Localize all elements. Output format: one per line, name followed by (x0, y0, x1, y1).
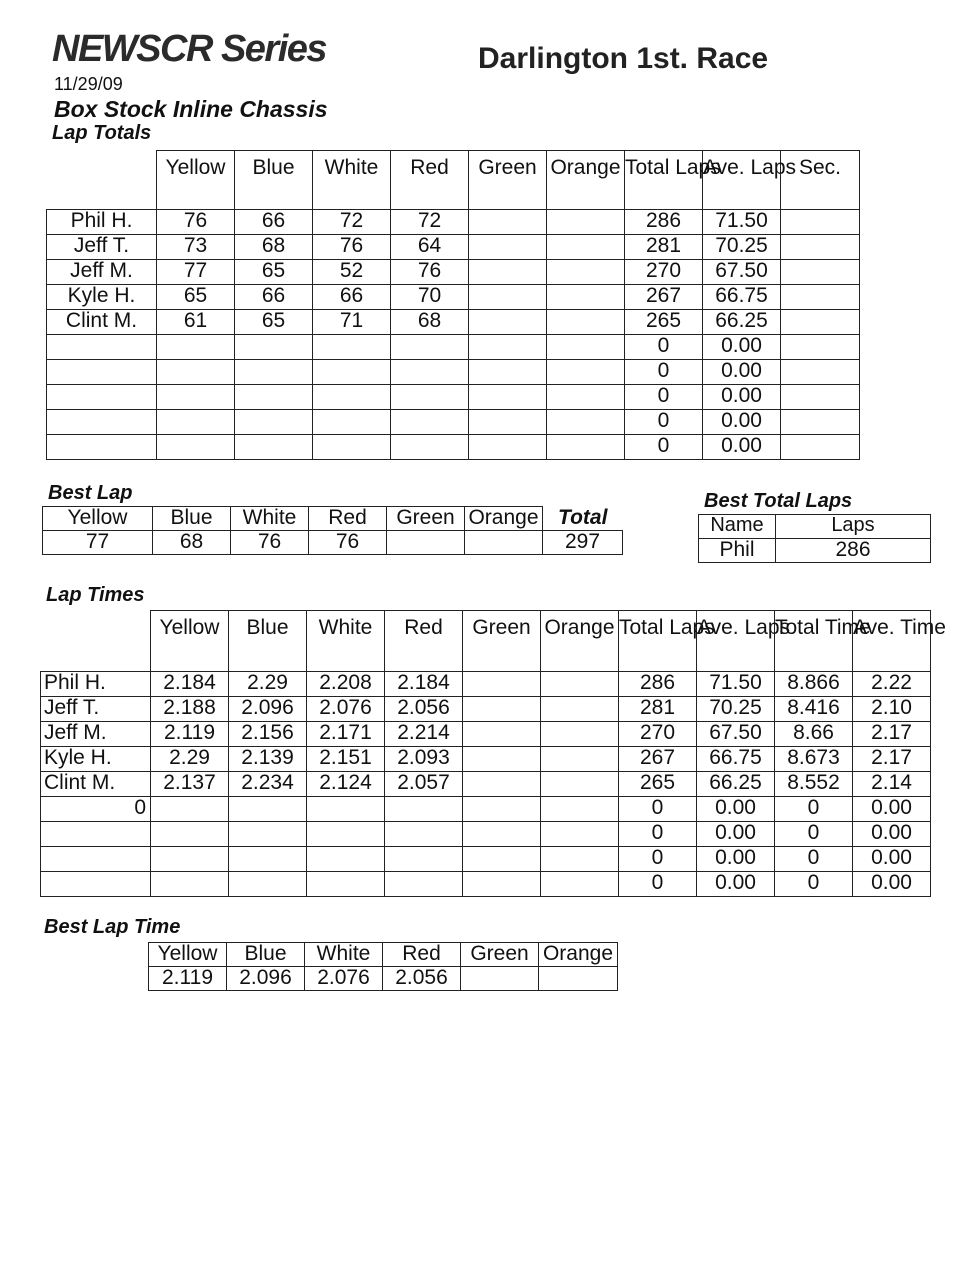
data-cell: 2.184 (385, 672, 463, 697)
header-row (43, 507, 623, 531)
data-cell (157, 360, 235, 385)
data-cell: 65 (157, 285, 235, 310)
data-cell: 2.096 (227, 967, 305, 991)
data-cell (461, 967, 539, 991)
data-cell: 2.184 (151, 672, 229, 697)
data-cell (463, 672, 541, 697)
total-value: 297 (543, 531, 623, 555)
data-cell (463, 772, 541, 797)
table-row (47, 335, 860, 360)
data-cell: 70 (391, 285, 469, 310)
data-cell: 72 (391, 210, 469, 235)
best-lap-time-table (148, 942, 618, 991)
data-cell (547, 310, 625, 335)
data-cell (547, 385, 625, 410)
table-row (41, 847, 931, 872)
column-header: Green (461, 943, 539, 967)
data-cell (469, 435, 547, 460)
column-header: Yellow (149, 943, 227, 967)
column-header: White (231, 507, 309, 531)
data-cell (547, 260, 625, 285)
data-cell: 0 (775, 797, 853, 822)
column-header: White (313, 151, 391, 210)
data-cell: 2.208 (307, 672, 385, 697)
data-cell (463, 747, 541, 772)
data-cell: 2.29 (151, 747, 229, 772)
data-cell (541, 722, 619, 747)
data-cell (781, 435, 860, 460)
data-cell: 68 (235, 235, 313, 260)
data-cell (463, 797, 541, 822)
column-header: Laps (776, 515, 931, 539)
data-cell (541, 797, 619, 822)
header-row (47, 151, 860, 210)
data-cell (307, 872, 385, 897)
data-cell: 2.151 (307, 747, 385, 772)
column-header: Red (309, 507, 387, 531)
race-date: 11/29/09 (54, 74, 123, 94)
data-cell: 0 (625, 385, 703, 410)
data-cell: 0.00 (697, 822, 775, 847)
column-header: Ave. Time (853, 611, 931, 672)
data-cell: 72 (313, 210, 391, 235)
header-row (149, 943, 618, 967)
data-cell: 281 (619, 697, 697, 722)
table-row (47, 435, 860, 460)
data-cell: 0.00 (703, 335, 781, 360)
data-cell: 77 (157, 260, 235, 285)
data-cell: 70.25 (697, 697, 775, 722)
data-cell: 267 (625, 285, 703, 310)
data-cell: 2.29 (229, 672, 307, 697)
driver-name (41, 872, 151, 897)
driver-name: Jeff T. (47, 235, 157, 260)
data-cell: 0 (619, 847, 697, 872)
data-cell (469, 210, 547, 235)
data-cell: 0.00 (703, 385, 781, 410)
driver-name (47, 410, 157, 435)
data-cell (469, 260, 547, 285)
data-cell (781, 210, 860, 235)
best-lap-time-label: Best Lap Time (44, 916, 181, 938)
driver-name: Phil H. (41, 672, 151, 697)
data-cell: 76 (157, 210, 235, 235)
data-cell: 2.234 (229, 772, 307, 797)
best-total-laps-table (698, 514, 931, 563)
data-cell: 0 (619, 822, 697, 847)
data-cell: 0 (625, 360, 703, 385)
table-row (149, 967, 618, 991)
data-cell (391, 335, 469, 360)
data-cell (235, 335, 313, 360)
table-row (41, 797, 931, 822)
data-cell (541, 847, 619, 872)
column-header: Yellow (157, 151, 235, 210)
data-cell (229, 797, 307, 822)
data-cell: 68 (153, 531, 231, 555)
lap-totals-body (47, 151, 860, 460)
data-cell: 267 (619, 747, 697, 772)
data-cell (547, 235, 625, 260)
data-cell (469, 235, 547, 260)
column-header: Yellow (43, 507, 153, 531)
data-cell: 0 (625, 435, 703, 460)
data-cell (229, 822, 307, 847)
data-cell: 2.171 (307, 722, 385, 747)
data-cell: 0.00 (703, 410, 781, 435)
driver-name: Kyle H. (47, 285, 157, 310)
data-cell: 8.552 (775, 772, 853, 797)
column-header: Sec. (781, 151, 860, 210)
data-cell (463, 847, 541, 872)
column-header: Green (463, 611, 541, 672)
data-cell (781, 410, 860, 435)
data-cell (469, 335, 547, 360)
data-cell (307, 822, 385, 847)
data-cell (385, 872, 463, 897)
lap-totals-label: Lap Totals (52, 122, 152, 144)
data-cell: 61 (157, 310, 235, 335)
data-cell (547, 335, 625, 360)
table-row (47, 360, 860, 385)
data-cell: 2.093 (385, 747, 463, 772)
data-cell: 76 (313, 235, 391, 260)
data-cell (463, 822, 541, 847)
data-cell: Phil (699, 539, 776, 563)
data-cell (547, 435, 625, 460)
data-cell (157, 335, 235, 360)
column-header: Green (469, 151, 547, 210)
data-cell (547, 360, 625, 385)
data-cell: 66 (313, 285, 391, 310)
data-cell: 2.214 (385, 722, 463, 747)
table-row (41, 697, 931, 722)
table-row (47, 310, 860, 335)
data-cell (469, 310, 547, 335)
data-cell (469, 360, 547, 385)
lap-times-body (41, 611, 946, 897)
data-cell: 0.00 (703, 435, 781, 460)
data-cell: 2.119 (149, 967, 227, 991)
data-cell: 2.076 (307, 697, 385, 722)
data-cell: 66.25 (703, 310, 781, 335)
data-cell (235, 360, 313, 385)
data-cell (313, 435, 391, 460)
data-cell (307, 847, 385, 872)
data-cell: 8.866 (775, 672, 853, 697)
driver-name (47, 435, 157, 460)
driver-name: Clint M. (41, 772, 151, 797)
data-cell (235, 410, 313, 435)
column-header: Blue (153, 507, 231, 531)
table-row (47, 385, 860, 410)
data-cell (465, 531, 543, 555)
data-cell: 2.057 (385, 772, 463, 797)
data-cell (151, 822, 229, 847)
corner-cell (47, 151, 157, 210)
data-cell (235, 435, 313, 460)
data-cell (385, 822, 463, 847)
driver-name: Kyle H. (41, 747, 151, 772)
race-title: Darlington 1st. Race (478, 42, 769, 75)
data-cell (385, 847, 463, 872)
best-lap-body (43, 507, 623, 555)
class-title: Box Stock Inline Chassis (54, 96, 328, 122)
lap-totals-table (46, 150, 860, 460)
data-cell: 2.076 (305, 967, 383, 991)
data-cell (781, 235, 860, 260)
column-header: Blue (227, 943, 305, 967)
data-cell (391, 435, 469, 460)
data-cell: 8.673 (775, 747, 853, 772)
data-cell: 64 (391, 235, 469, 260)
data-cell (547, 285, 625, 310)
data-cell: 2.096 (229, 697, 307, 722)
data-cell (541, 747, 619, 772)
table-row (41, 747, 931, 772)
data-cell (151, 847, 229, 872)
data-cell (541, 772, 619, 797)
data-cell (547, 410, 625, 435)
data-cell (151, 872, 229, 897)
best-lap-table (42, 506, 623, 555)
best-lap-label: Best Lap (48, 482, 133, 504)
data-cell (151, 797, 229, 822)
column-header: Yellow (151, 611, 229, 672)
best-total-laps-label: Best Total Laps (704, 490, 853, 512)
data-cell (469, 285, 547, 310)
data-cell (781, 310, 860, 335)
table-row (47, 210, 860, 235)
data-cell (541, 822, 619, 847)
column-header: Total Laps (619, 611, 697, 672)
data-cell: 0 (775, 822, 853, 847)
driver-name: Jeff M. (41, 722, 151, 747)
data-cell: 265 (619, 772, 697, 797)
table-row (41, 772, 931, 797)
data-cell: 52 (313, 260, 391, 285)
driver-name (41, 822, 151, 847)
data-cell: 2.188 (151, 697, 229, 722)
data-cell: 8.66 (775, 722, 853, 747)
table-row (47, 260, 860, 285)
data-cell (387, 531, 465, 555)
data-cell: 2.22 (853, 672, 931, 697)
data-cell (235, 385, 313, 410)
lap-times-table (40, 610, 946, 897)
data-cell (469, 385, 547, 410)
data-cell (539, 967, 618, 991)
data-cell: 77 (43, 531, 153, 555)
data-cell (463, 872, 541, 897)
table-row (41, 872, 931, 897)
data-cell: 0 (619, 872, 697, 897)
table-row (47, 285, 860, 310)
total-label: Total (558, 505, 608, 529)
data-cell (391, 410, 469, 435)
data-cell: 0 (775, 847, 853, 872)
lap-times-label: Lap Times (46, 584, 145, 606)
data-cell: 270 (619, 722, 697, 747)
column-header: Total Time (775, 611, 853, 672)
data-cell: 0 (625, 410, 703, 435)
column-header: Red (385, 611, 463, 672)
data-cell: 71.50 (703, 210, 781, 235)
data-cell (157, 435, 235, 460)
column-header: Blue (235, 151, 313, 210)
data-cell: 0.00 (697, 797, 775, 822)
data-cell: 2.10 (853, 697, 931, 722)
driver-name: Phil H. (47, 210, 157, 235)
data-cell (313, 360, 391, 385)
data-cell: 66 (235, 210, 313, 235)
corner-cell (41, 611, 151, 672)
data-cell: 0.00 (853, 847, 931, 872)
data-cell (781, 385, 860, 410)
data-cell: 65 (235, 260, 313, 285)
data-cell (781, 285, 860, 310)
data-cell: 2.139 (229, 747, 307, 772)
data-cell: 281 (625, 235, 703, 260)
column-header: Orange (465, 507, 543, 531)
driver-name: Clint M. (47, 310, 157, 335)
column-header: Blue (229, 611, 307, 672)
data-cell: 67.50 (703, 260, 781, 285)
data-cell: 2.14 (853, 772, 931, 797)
column-header: Total Laps (625, 151, 703, 210)
data-cell: 0.00 (703, 360, 781, 385)
data-cell: 2.056 (385, 697, 463, 722)
column-header: Name (699, 515, 776, 539)
driver-name (47, 360, 157, 385)
data-cell: 2.137 (151, 772, 229, 797)
data-cell: 265 (625, 310, 703, 335)
driver-name (47, 385, 157, 410)
data-cell: 2.056 (383, 967, 461, 991)
data-cell (781, 360, 860, 385)
data-cell (385, 797, 463, 822)
header-row (699, 515, 931, 539)
column-header: White (305, 943, 383, 967)
data-cell (541, 697, 619, 722)
column-header: Red (391, 151, 469, 210)
data-cell: 2.156 (229, 722, 307, 747)
header-row (41, 611, 931, 672)
data-cell: 0.00 (853, 872, 931, 897)
data-cell (547, 210, 625, 235)
column-header: Green (387, 507, 465, 531)
driver-name (41, 847, 151, 872)
column-header: Orange (539, 943, 618, 967)
data-cell: 286 (619, 672, 697, 697)
data-cell (157, 410, 235, 435)
data-cell (469, 410, 547, 435)
data-cell: 270 (625, 260, 703, 285)
data-cell (781, 260, 860, 285)
data-cell: 0 (619, 797, 697, 822)
data-cell: 2.17 (853, 722, 931, 747)
data-cell (541, 872, 619, 897)
column-header: Red (383, 943, 461, 967)
data-cell: 0.00 (853, 822, 931, 847)
driver-name: Jeff M. (47, 260, 157, 285)
table-row (41, 672, 931, 697)
data-cell: 66.75 (697, 747, 775, 772)
data-cell: 71.50 (697, 672, 775, 697)
best-total-laps-body (699, 515, 931, 563)
data-cell: 70.25 (703, 235, 781, 260)
table-row (43, 531, 623, 555)
table-row (47, 235, 860, 260)
data-cell: 73 (157, 235, 235, 260)
data-cell (313, 410, 391, 435)
data-cell: 0.00 (697, 847, 775, 872)
column-header: Ave. Laps (697, 611, 775, 672)
data-cell (463, 697, 541, 722)
data-cell: 286 (776, 539, 931, 563)
data-cell (229, 872, 307, 897)
data-cell: 0.00 (853, 797, 931, 822)
data-cell (313, 385, 391, 410)
column-header: Ave. Laps (703, 151, 781, 210)
table-row (699, 539, 931, 563)
data-cell: 71 (313, 310, 391, 335)
data-cell (229, 847, 307, 872)
data-cell: 2.119 (151, 722, 229, 747)
data-cell: 76 (391, 260, 469, 285)
table-row (41, 722, 931, 747)
table-row (41, 822, 931, 847)
data-cell: 66 (235, 285, 313, 310)
data-cell (463, 722, 541, 747)
data-cell: 8.416 (775, 697, 853, 722)
driver-name: 0 (41, 797, 151, 822)
data-cell: 66.75 (703, 285, 781, 310)
data-cell: 2.17 (853, 747, 931, 772)
data-cell (781, 335, 860, 360)
data-cell: 2.124 (307, 772, 385, 797)
data-cell (313, 335, 391, 360)
table-row (47, 410, 860, 435)
data-cell: 286 (625, 210, 703, 235)
data-cell (391, 360, 469, 385)
series-title: NEWSCR Series (52, 28, 327, 70)
column-header: Orange (547, 151, 625, 210)
data-cell (391, 385, 469, 410)
data-cell: 76 (231, 531, 309, 555)
data-cell: 67.50 (697, 722, 775, 747)
data-cell: 76 (309, 531, 387, 555)
driver-name: Jeff T. (41, 697, 151, 722)
data-cell: 0.00 (697, 872, 775, 897)
data-cell: 66.25 (697, 772, 775, 797)
data-cell: 0 (775, 872, 853, 897)
column-header: White (307, 611, 385, 672)
data-cell (307, 797, 385, 822)
data-cell (157, 385, 235, 410)
data-cell (541, 672, 619, 697)
data-cell: 68 (391, 310, 469, 335)
data-cell: 65 (235, 310, 313, 335)
best-lap-time-body (149, 943, 618, 991)
driver-name (47, 335, 157, 360)
data-cell: 0 (625, 335, 703, 360)
column-header: Orange (541, 611, 619, 672)
